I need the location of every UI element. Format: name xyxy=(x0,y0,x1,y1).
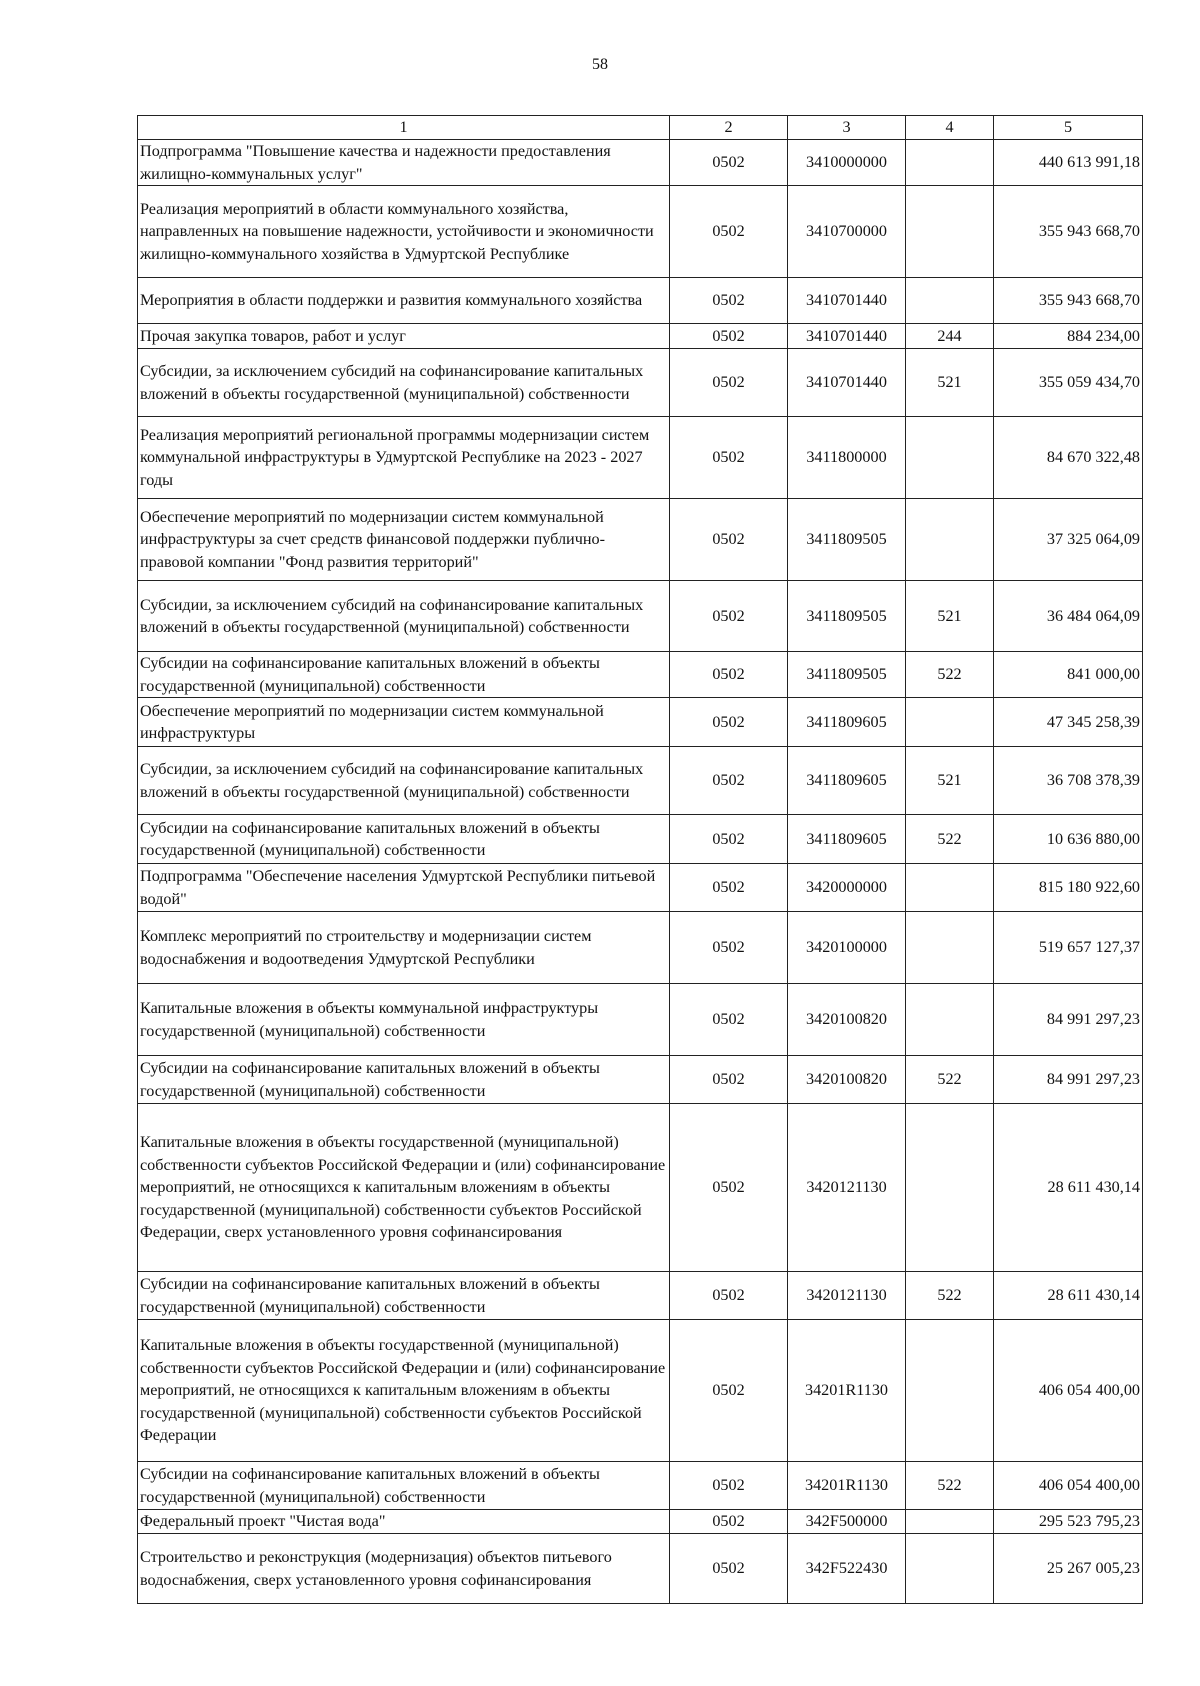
table-row xyxy=(138,581,1143,652)
row-section-code: 0502 xyxy=(670,864,788,912)
row-expense-type: 522 xyxy=(906,1462,994,1510)
table-row xyxy=(138,1272,1143,1320)
table-row xyxy=(138,698,1143,747)
row-section-code: 0502 xyxy=(670,815,788,864)
budget-table xyxy=(137,115,1143,1604)
row-section-code: 0502 xyxy=(670,1462,788,1510)
row-amount: 28 611 430,14 xyxy=(994,1104,1143,1272)
table-row xyxy=(138,912,1143,984)
row-section-code: 0502 xyxy=(670,417,788,499)
row-section-code: 0502 xyxy=(670,581,788,652)
row-amount: 25 267 005,23 xyxy=(994,1534,1143,1604)
table-row xyxy=(138,984,1143,1056)
row-name: Капитальные вложения в объекты государственной (муниципальной) собственности субъектов Российской Федерации и (или) софинансирование мероприятий, не относящихся к капитальным вложениям в объекты государственной (муниципальной) собственности субъектов Российской Федерации, сверх установленного уровня софинансирования xyxy=(138,1104,670,1272)
row-expense-type xyxy=(906,912,994,984)
row-name: Субсидии на софинансирование капитальных вложений в объекты государственной (муниципальной) собственности xyxy=(138,815,670,864)
row-expense-type xyxy=(906,1534,994,1604)
row-section-code: 0502 xyxy=(670,499,788,581)
row-amount: 84 991 297,23 xyxy=(994,1056,1143,1104)
row-target-article: 342F522430 xyxy=(788,1534,906,1604)
row-amount: 10 636 880,00 xyxy=(994,815,1143,864)
row-section-code: 0502 xyxy=(670,349,788,417)
row-name: Подпрограмма "Обеспечение населения Удмуртской Республики питьевой водой" xyxy=(138,864,670,912)
row-amount: 884 234,00 xyxy=(994,324,1143,349)
row-target-article: 3411809605 xyxy=(788,747,906,815)
table-row xyxy=(138,140,1143,186)
row-amount: 355 059 434,70 xyxy=(994,349,1143,417)
row-name: Федеральный проект "Чистая вода" xyxy=(138,1510,670,1534)
row-amount: 28 611 430,14 xyxy=(994,1272,1143,1320)
row-section-code: 0502 xyxy=(670,278,788,324)
row-target-article: 3410701440 xyxy=(788,324,906,349)
row-target-article: 34201R1130 xyxy=(788,1462,906,1510)
table-row xyxy=(138,349,1143,417)
row-expense-type xyxy=(906,499,994,581)
row-target-article: 3411809505 xyxy=(788,652,906,698)
row-amount: 406 054 400,00 xyxy=(994,1320,1143,1462)
table-row xyxy=(138,278,1143,324)
row-expense-type xyxy=(906,1510,994,1534)
row-section-code: 0502 xyxy=(670,1534,788,1604)
row-name: Мероприятия в области поддержки и развития коммунального хозяйства xyxy=(138,278,670,324)
row-target-article: 3411809505 xyxy=(788,499,906,581)
row-section-code: 0502 xyxy=(670,912,788,984)
row-expense-type xyxy=(906,1320,994,1462)
row-target-article: 3411809605 xyxy=(788,698,906,747)
row-expense-type: 522 xyxy=(906,1056,994,1104)
row-name: Субсидии на софинансирование капитальных вложений в объекты государственной (муниципальной) собственности xyxy=(138,1272,670,1320)
table-row xyxy=(138,1510,1143,1534)
row-amount: 84 991 297,23 xyxy=(994,984,1143,1056)
row-amount: 355 943 668,70 xyxy=(994,278,1143,324)
row-name: Реализация мероприятий региональной программы модернизации систем коммунальной инфраструктуры в Удмуртской Республике на 2023 - 2027 годы xyxy=(138,417,670,499)
row-expense-type xyxy=(906,417,994,499)
row-section-code: 0502 xyxy=(670,747,788,815)
row-amount: 37 325 064,09 xyxy=(994,499,1143,581)
row-target-article: 3410701440 xyxy=(788,349,906,417)
table-row xyxy=(138,417,1143,499)
row-name: Строительство и реконструкция (модернизация) объектов питьевого водоснабжения, сверх установленного уровня софинансирования xyxy=(138,1534,670,1604)
row-name: Обеспечение мероприятий по модернизации систем коммунальной инфраструктуры за счет средств финансовой поддержки публично-правовой компании "Фонд развития территорий" xyxy=(138,499,670,581)
row-name: Подпрограмма "Повышение качества и надежности предоставления жилищно-коммунальных услуг" xyxy=(138,140,670,186)
row-amount: 406 054 400,00 xyxy=(994,1462,1143,1510)
row-section-code: 0502 xyxy=(670,140,788,186)
row-target-article: 34201R1130 xyxy=(788,1320,906,1462)
row-name: Комплекс мероприятий по строительству и модернизации систем водоснабжения и водоотведения Удмуртской Республики xyxy=(138,912,670,984)
row-name: Субсидии, за исключением субсидий на софинансирование капитальных вложений в объекты государственной (муниципальной) собственности xyxy=(138,581,670,652)
row-target-article: 3411809505 xyxy=(788,581,906,652)
table-row xyxy=(138,652,1143,698)
row-target-article: 3420000000 xyxy=(788,864,906,912)
row-expense-type xyxy=(906,984,994,1056)
row-target-article: 3411809605 xyxy=(788,815,906,864)
page-number: 58 xyxy=(592,56,608,73)
row-name: Субсидии, за исключением субсидий на софинансирование капитальных вложений в объекты государственной (муниципальной) собственности xyxy=(138,747,670,815)
row-expense-type xyxy=(906,698,994,747)
row-section-code: 0502 xyxy=(670,698,788,747)
column-header-target-article: 3 xyxy=(788,116,906,140)
row-target-article: 3420121130 xyxy=(788,1104,906,1272)
table-row xyxy=(138,1104,1143,1272)
column-header-name: 1 xyxy=(138,116,670,140)
row-name: Субсидии на софинансирование капитальных вложений в объекты государственной (муниципальной) собственности xyxy=(138,1056,670,1104)
row-section-code: 0502 xyxy=(670,984,788,1056)
row-expense-type xyxy=(906,1104,994,1272)
row-section-code: 0502 xyxy=(670,186,788,278)
row-section-code: 0502 xyxy=(670,1320,788,1462)
table-header-row xyxy=(138,116,1143,140)
table-row xyxy=(138,186,1143,278)
table-row xyxy=(138,1534,1143,1604)
row-name: Субсидии, за исключением субсидий на софинансирование капитальных вложений в объекты государственной (муниципальной) собственности xyxy=(138,349,670,417)
table-row xyxy=(138,1320,1143,1462)
row-amount: 36 708 378,39 xyxy=(994,747,1143,815)
table-row xyxy=(138,864,1143,912)
row-section-code: 0502 xyxy=(670,324,788,349)
row-section-code: 0502 xyxy=(670,1104,788,1272)
row-amount: 841 000,00 xyxy=(994,652,1143,698)
row-name: Прочая закупка товаров, работ и услуг xyxy=(138,324,670,349)
table-row xyxy=(138,1462,1143,1510)
row-section-code: 0502 xyxy=(670,1272,788,1320)
row-amount: 47 345 258,39 xyxy=(994,698,1143,747)
row-section-code: 0502 xyxy=(670,652,788,698)
row-section-code: 0502 xyxy=(670,1510,788,1534)
row-name: Капитальные вложения в объекты коммунальной инфраструктуры государственной (муниципальной) собственности xyxy=(138,984,670,1056)
row-amount: 815 180 922,60 xyxy=(994,864,1143,912)
row-expense-type: 521 xyxy=(906,747,994,815)
row-expense-type: 244 xyxy=(906,324,994,349)
row-amount: 295 523 795,23 xyxy=(994,1510,1143,1534)
column-header-expense-type: 4 xyxy=(906,116,994,140)
row-name: Субсидии на софинансирование капитальных вложений в объекты государственной (муниципальной) собственности xyxy=(138,652,670,698)
row-name: Субсидии на софинансирование капитальных вложений в объекты государственной (муниципальной) собственности xyxy=(138,1462,670,1510)
row-amount: 36 484 064,09 xyxy=(994,581,1143,652)
column-header-section: 2 xyxy=(670,116,788,140)
table-row xyxy=(138,747,1143,815)
row-expense-type: 522 xyxy=(906,652,994,698)
row-target-article: 3410000000 xyxy=(788,140,906,186)
row-target-article: 3411800000 xyxy=(788,417,906,499)
row-name: Капитальные вложения в объекты государственной (муниципальной) собственности субъектов Российской Федерации и (или) софинансирование мероприятий, не относящихся к капитальным вложениям в объекты государственной (муниципальной) собственности субъектов Российской Федерации xyxy=(138,1320,670,1462)
table-row xyxy=(138,324,1143,349)
row-expense-type xyxy=(906,186,994,278)
row-target-article: 3410701440 xyxy=(788,278,906,324)
row-expense-type: 521 xyxy=(906,349,994,417)
row-target-article: 3420100000 xyxy=(788,912,906,984)
row-amount: 519 657 127,37 xyxy=(994,912,1143,984)
row-section-code: 0502 xyxy=(670,1056,788,1104)
row-expense-type xyxy=(906,140,994,186)
row-amount: 84 670 322,48 xyxy=(994,417,1143,499)
column-header-amount: 5 xyxy=(994,116,1143,140)
table-row xyxy=(138,1056,1143,1104)
row-target-article: 342F500000 xyxy=(788,1510,906,1534)
row-name: Реализация мероприятий в области коммунального хозяйства, направленных на повышение надежности, устойчивости и экономичности жилищно-коммунального хозяйства в Удмуртской Республике xyxy=(138,186,670,278)
row-target-article: 3420121130 xyxy=(788,1272,906,1320)
row-expense-type xyxy=(906,864,994,912)
row-target-article: 3410700000 xyxy=(788,186,906,278)
row-expense-type: 522 xyxy=(906,1272,994,1320)
table-row xyxy=(138,815,1143,864)
row-expense-type: 521 xyxy=(906,581,994,652)
row-expense-type: 522 xyxy=(906,815,994,864)
row-target-article: 3420100820 xyxy=(788,1056,906,1104)
row-amount: 355 943 668,70 xyxy=(994,186,1143,278)
row-name: Обеспечение мероприятий по модернизации систем коммунальной инфраструктуры xyxy=(138,698,670,747)
row-amount: 440 613 991,18 xyxy=(994,140,1143,186)
row-target-article: 3420100820 xyxy=(788,984,906,1056)
table-row xyxy=(138,499,1143,581)
row-expense-type xyxy=(906,278,994,324)
